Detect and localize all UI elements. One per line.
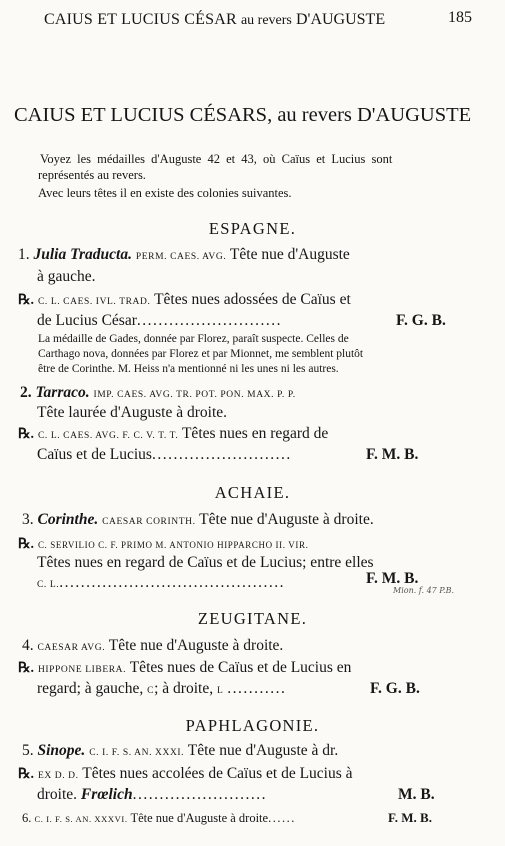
- coin-legend: CAESAR CORINTH.: [102, 517, 196, 527]
- leader-dots: ...........................: [136, 312, 282, 329]
- note-line-3: être de Corinthe. M. Heiss n'a mentionné ni les unes ni les autres.: [38, 363, 339, 375]
- coin-description: Têtes nues accolées de Caïus et de Lucius à: [82, 765, 353, 782]
- reverse-5-line-2: droite. Frœlich.........................: [37, 786, 267, 803]
- intro-line-3: Avec leurs têtes il en existe des colonies suivantes.: [38, 186, 292, 200]
- section-heading-zeugitane: ZEUGITANE.: [197, 609, 308, 628]
- leader-dots: ..........................: [151, 446, 292, 463]
- handwritten-annotation: Mion. f. 47 P.B.: [393, 586, 455, 595]
- reverse-mark: ℞.: [18, 427, 35, 442]
- reverse-2-line-2: Caïus et de Lucius..........................: [37, 446, 292, 463]
- author-name: Frœlich: [80, 786, 133, 803]
- section-heading-paphlagonie: PAPHLAGONIE.: [185, 716, 320, 735]
- coin-description: Tête nue d'Auguste à droite.: [108, 637, 284, 654]
- leader-dots: ...........: [227, 680, 287, 697]
- coin-legend: C. SERVILIO C. F. PRIMO M. ANTONIO HIPPARCHO II. VIR.: [37, 540, 309, 550]
- collection-ref-5: M. B.: [398, 786, 435, 803]
- reverse-3-line-2: Têtes nues en regard de Caïus et de Lucius; entre elles: [37, 554, 374, 571]
- section-heading-espagne: ESPAGNE.: [208, 219, 297, 238]
- entry-number: 2.: [20, 384, 32, 401]
- collection-ref-1: F. G. B.: [396, 312, 446, 329]
- reverse-mark: ℞.: [18, 767, 35, 782]
- mint-place: Sinope.: [37, 742, 86, 759]
- collection-ref-2: F. M. B.: [366, 446, 419, 463]
- intro-line-1: Voyez les médailles d'Auguste 42 et 43, où Caïus et Lucius sont: [40, 152, 393, 166]
- coin-description: Têtes nues en regard de: [181, 425, 329, 442]
- coin-description: Têtes nues adossées de Caïus et: [154, 291, 351, 308]
- mint-place: Corinthe.: [37, 511, 99, 528]
- reverse-1-line-2: de Lucius César...........................: [37, 312, 282, 329]
- running-head-mid: au revers: [240, 13, 292, 28]
- entry-number: 3.: [22, 511, 34, 528]
- chapter-title-rest: au revers D'AUGUSTE: [277, 104, 472, 126]
- leader-dots: ..........................................: [59, 574, 286, 591]
- reverse-5: [18, 765, 353, 783]
- section-heading-achaie: ACHAIE.: [214, 483, 291, 502]
- mint-place: Tarraco.: [35, 384, 90, 401]
- coin-legend: PERM. CAES. AVG.: [135, 252, 227, 262]
- coin-description: Tête nue d'Auguste à droite.: [199, 511, 374, 528]
- entry-number: 5.: [22, 742, 34, 759]
- coin-legend: C. L. CAES. AVG. F. C. V. T. T.: [37, 431, 179, 441]
- collection-ref-6: F. M. B.: [388, 810, 432, 825]
- reverse-4-line-2: regard; à gauche, C; à droite, L ...........: [37, 680, 287, 697]
- coin-legend: CAESAR AVG.: [37, 643, 106, 653]
- coin-legend: EX D. D.: [37, 771, 79, 781]
- entry-1-line-2: à gauche.: [37, 268, 96, 285]
- mint-place: Julia Traducta.: [33, 246, 132, 263]
- collection-ref-4: F. G. B.: [370, 680, 420, 697]
- coin-legend: IMP. CAES. AVG. TR. POT. PON. MAX. P. P.: [93, 390, 296, 400]
- reverse-mark: ℞.: [18, 537, 35, 552]
- leader-dots: ......: [268, 811, 296, 825]
- running-head-title: CAIUS ET LUCIUS CÉSAR: [44, 11, 237, 28]
- note-line-1: La médaille de Gades, donnée par Florez, paraît suspecte. Celles de: [38, 333, 349, 345]
- coin-legend: C. L. CAES. IVL. TRAD.: [37, 297, 151, 307]
- entry-1: [18, 246, 350, 264]
- chapter-title-main: CAIUS ET LUCIUS CÉSARS,: [14, 104, 273, 126]
- running-head: [44, 9, 385, 29]
- reverse-3-line-3: [37, 574, 285, 592]
- chapter-title: [14, 104, 471, 127]
- entry-number: 6.: [22, 811, 32, 825]
- entry-6: [22, 811, 296, 826]
- running-head-tail: D'AUGUSTE: [296, 11, 386, 28]
- collection-ref-3: F. M. B.: [366, 570, 419, 587]
- leader-dots: .........................: [132, 786, 267, 803]
- entry-2: [20, 384, 296, 402]
- coin-description: Tête nue d'Auguste à dr.: [187, 742, 339, 759]
- reverse-2: [18, 425, 328, 443]
- reverse-mark: ℞.: [18, 293, 35, 308]
- coin-legend: HIPPONE LIBERA.: [37, 665, 127, 675]
- coin-legend: C. I. F. S. AN. XXXI.: [89, 748, 185, 758]
- coin-description: Tête nue d'Auguste: [229, 246, 350, 263]
- entry-number: 1.: [18, 246, 30, 263]
- reverse-4: [18, 659, 351, 677]
- coin-legend: C. I. F. S. AN. XXXVI.: [34, 814, 128, 824]
- entry-number: 4.: [22, 637, 34, 654]
- entry-3: [22, 511, 374, 529]
- entry-2-line-2: Tête laurée d'Auguste à droite.: [37, 404, 228, 421]
- note-line-2: Carthago nova, données par Florez et par Mionnet, me semblent plutôt: [38, 348, 364, 360]
- intro-line-2: représentés au revers.: [38, 168, 146, 182]
- coin-letter: L: [216, 686, 224, 696]
- page-number: 185: [448, 9, 472, 26]
- reverse-mark: ℞.: [18, 661, 35, 676]
- entry-4: [22, 637, 283, 655]
- coin-legend: C. L.: [37, 580, 60, 590]
- reverse-3: [18, 535, 308, 553]
- coin-letter: C: [147, 686, 155, 696]
- coin-description: Tête nue d'Auguste à droite: [130, 811, 269, 825]
- coin-description: Têtes nues de Caïus et de Lucius en: [129, 659, 352, 676]
- entry-5: [22, 742, 338, 760]
- reverse-1: [18, 291, 351, 309]
